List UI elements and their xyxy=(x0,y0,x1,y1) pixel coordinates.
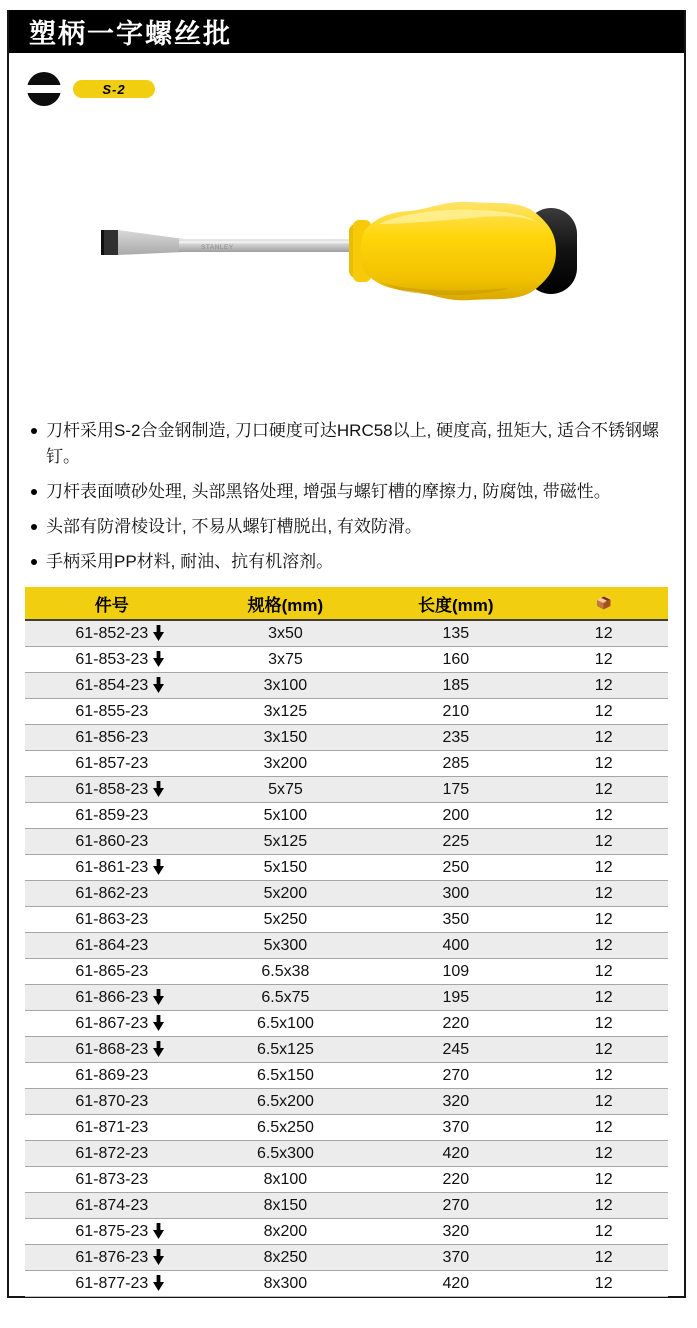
length-cell: 420 xyxy=(372,1271,539,1297)
part-cell xyxy=(25,725,199,751)
part-number: 61-870-23 xyxy=(75,1092,149,1110)
pack-qty-cell: 12 xyxy=(539,1245,668,1271)
part-number: 61-857-23 xyxy=(75,754,149,772)
part-number: 61-860-23 xyxy=(75,832,149,850)
down-arrow-icon xyxy=(153,1041,164,1057)
table-row xyxy=(25,907,668,933)
spec-cell: 5x75 xyxy=(199,777,373,803)
pack-qty-cell: 12 xyxy=(539,907,668,933)
part-number: 61-852-23 xyxy=(75,624,149,642)
spec-table xyxy=(25,587,668,1297)
part-number: 61-871-23 xyxy=(75,1118,149,1136)
spec-cell: 6.5x100 xyxy=(199,1011,373,1037)
table-row xyxy=(25,803,668,829)
spec-cell: 8x100 xyxy=(199,1167,373,1193)
length-cell: 220 xyxy=(372,1011,539,1037)
pack-qty-cell: 12 xyxy=(539,1037,668,1063)
down-arrow-icon xyxy=(153,1223,164,1239)
pack-qty-cell: 12 xyxy=(539,829,668,855)
spec-table-body xyxy=(25,620,668,1297)
pack-qty-cell: 12 xyxy=(539,1271,668,1297)
pack-qty-cell: 12 xyxy=(539,959,668,985)
pack-qty-cell: 12 xyxy=(539,777,668,803)
down-arrow-icon xyxy=(153,1249,164,1265)
length-cell: 160 xyxy=(372,647,539,673)
part-number: 61-874-23 xyxy=(75,1196,149,1214)
spec-cell: 5x100 xyxy=(199,803,373,829)
part-cell xyxy=(25,673,199,699)
slotted-drive-icon xyxy=(27,72,61,106)
col-header-spec: 规格(mm) xyxy=(199,587,373,620)
screwdriver-image xyxy=(79,190,601,312)
col-header-part: 件号 xyxy=(25,587,199,620)
down-arrow-icon xyxy=(153,781,164,797)
feature-text: 手柄采用PP材料, 耐油、抗有机溶剂。 xyxy=(46,552,334,571)
part-number: 61-861-23 xyxy=(75,858,149,876)
pack-qty-cell: 12 xyxy=(539,725,668,751)
down-arrow-icon xyxy=(153,1275,164,1291)
feature-text: 刀杆表面喷砂处理, 头部黑铬处理, 增强与螺钉槽的摩擦力, 防腐蚀, 带磁性。 xyxy=(46,482,611,501)
length-cell: 270 xyxy=(372,1193,539,1219)
part-cell xyxy=(25,803,199,829)
spec-cell: 5x250 xyxy=(199,907,373,933)
spec-cell: 6.5x75 xyxy=(199,985,373,1011)
spec-cell: 8x150 xyxy=(199,1193,373,1219)
part-cell xyxy=(25,647,199,673)
part-cell xyxy=(25,907,199,933)
length-cell: 245 xyxy=(372,1037,539,1063)
table-row xyxy=(25,829,668,855)
part-cell xyxy=(25,933,199,959)
spec-cell: 3x100 xyxy=(199,673,373,699)
part-cell xyxy=(25,881,199,907)
down-arrow-icon xyxy=(153,651,164,667)
part-cell xyxy=(25,1089,199,1115)
part-cell xyxy=(25,985,199,1011)
part-cell xyxy=(25,855,199,881)
spec-cell: 5x300 xyxy=(199,933,373,959)
table-row xyxy=(25,959,668,985)
table-header-row xyxy=(25,587,668,620)
table-row xyxy=(25,1193,668,1219)
spec-cell: 5x200 xyxy=(199,881,373,907)
table-row xyxy=(25,725,668,751)
part-number: 61-864-23 xyxy=(75,936,149,954)
col-header-length: 长度(mm) xyxy=(372,587,539,620)
part-number: 61-876-23 xyxy=(75,1248,149,1266)
pack-qty-cell: 12 xyxy=(539,881,668,907)
part-number: 61-858-23 xyxy=(75,780,149,798)
pack-qty-cell: 12 xyxy=(539,1193,668,1219)
part-cell xyxy=(25,1063,199,1089)
spec-cell: 8x200 xyxy=(199,1219,373,1245)
part-cell xyxy=(25,1167,199,1193)
part-cell xyxy=(25,1245,199,1271)
part-cell xyxy=(25,1141,199,1167)
spec-cell: 3x75 xyxy=(199,647,373,673)
pack-qty-cell: 12 xyxy=(539,699,668,725)
slot-mark xyxy=(26,85,62,93)
table-row xyxy=(25,933,668,959)
table-row xyxy=(25,1271,668,1297)
length-cell: 285 xyxy=(372,751,539,777)
length-cell: 195 xyxy=(372,985,539,1011)
col-header-pack xyxy=(539,587,668,620)
length-cell: 350 xyxy=(372,907,539,933)
page-title: 塑柄一字螺丝批 xyxy=(29,19,232,49)
pack-qty-cell: 12 xyxy=(539,1011,668,1037)
table-row xyxy=(25,1245,668,1271)
spec-cell: 3x125 xyxy=(199,699,373,725)
table-row xyxy=(25,673,668,699)
feature-item xyxy=(29,418,668,470)
table-row xyxy=(25,881,668,907)
part-number: 61-868-23 xyxy=(75,1040,149,1058)
length-cell: 225 xyxy=(372,829,539,855)
length-cell: 235 xyxy=(372,725,539,751)
spec-cell: 6.5x125 xyxy=(199,1037,373,1063)
table-row xyxy=(25,620,668,647)
table-row xyxy=(25,1011,668,1037)
pack-qty-cell: 12 xyxy=(539,855,668,881)
pack-qty-cell: 12 xyxy=(539,1141,668,1167)
length-cell: 420 xyxy=(372,1141,539,1167)
pack-qty-cell: 12 xyxy=(539,673,668,699)
table-row xyxy=(25,1115,668,1141)
table-row xyxy=(25,1167,668,1193)
part-number: 61-862-23 xyxy=(75,884,149,902)
pack-qty-cell: 12 xyxy=(539,803,668,829)
table-row xyxy=(25,751,668,777)
length-cell: 250 xyxy=(372,855,539,881)
length-cell: 109 xyxy=(372,959,539,985)
spec-table-wrap xyxy=(25,587,668,1297)
down-arrow-icon xyxy=(153,989,164,1005)
length-cell: 370 xyxy=(372,1115,539,1141)
spec-cell: 3x150 xyxy=(199,725,373,751)
pack-qty-cell: 12 xyxy=(539,1089,668,1115)
part-number: 61-866-23 xyxy=(75,988,149,1006)
part-cell xyxy=(25,751,199,777)
catalog-page-frame xyxy=(7,10,686,1298)
part-number: 61-865-23 xyxy=(75,962,149,980)
spec-cell: 6.5x150 xyxy=(199,1063,373,1089)
part-number: 61-867-23 xyxy=(75,1014,149,1032)
spec-cell: 5x150 xyxy=(199,855,373,881)
table-row xyxy=(25,855,668,881)
length-cell: 185 xyxy=(372,673,539,699)
down-arrow-icon xyxy=(153,1015,164,1031)
part-number: 61-873-23 xyxy=(75,1170,149,1188)
table-row xyxy=(25,1141,668,1167)
part-number: 61-875-23 xyxy=(75,1222,149,1240)
length-cell: 270 xyxy=(372,1063,539,1089)
part-number: 61-859-23 xyxy=(75,806,149,824)
length-cell: 220 xyxy=(372,1167,539,1193)
length-cell: 370 xyxy=(372,1245,539,1271)
spec-cell: 8x250 xyxy=(199,1245,373,1271)
page-title-bar xyxy=(9,10,684,53)
down-arrow-icon xyxy=(153,859,164,875)
pack-qty-cell: 12 xyxy=(539,1167,668,1193)
part-cell xyxy=(25,1011,199,1037)
table-row xyxy=(25,1219,668,1245)
pack-qty-cell: 12 xyxy=(539,751,668,777)
part-cell xyxy=(25,1219,199,1245)
length-cell: 300 xyxy=(372,881,539,907)
pack-qty-cell: 12 xyxy=(539,1115,668,1141)
length-cell: 400 xyxy=(372,933,539,959)
feature-item xyxy=(29,549,668,575)
spec-cell: 3x50 xyxy=(199,620,373,647)
part-cell xyxy=(25,1037,199,1063)
length-cell: 200 xyxy=(372,803,539,829)
part-number: 61-872-23 xyxy=(75,1144,149,1162)
table-row xyxy=(25,1089,668,1115)
part-number: 61-855-23 xyxy=(75,702,149,720)
down-arrow-icon xyxy=(153,625,164,641)
spec-cell: 6.5x300 xyxy=(199,1141,373,1167)
pack-qty-cell: 12 xyxy=(539,1063,668,1089)
length-cell: 135 xyxy=(372,620,539,647)
badge-row xyxy=(27,72,155,106)
part-cell xyxy=(25,620,199,647)
pack-qty-cell: 12 xyxy=(539,620,668,647)
carton-box-icon xyxy=(593,595,614,611)
part-cell xyxy=(25,699,199,725)
length-cell: 320 xyxy=(372,1089,539,1115)
table-row xyxy=(25,1063,668,1089)
length-cell: 175 xyxy=(372,777,539,803)
spec-cell: 6.5x38 xyxy=(199,959,373,985)
part-number: 61-853-23 xyxy=(75,650,149,668)
part-number: 61-856-23 xyxy=(75,728,149,746)
part-cell xyxy=(25,777,199,803)
part-cell xyxy=(25,829,199,855)
length-cell: 320 xyxy=(372,1219,539,1245)
down-arrow-icon xyxy=(153,677,164,693)
feature-text: 头部有防滑棱设计, 不易从螺钉槽脱出, 有效防滑。 xyxy=(46,517,422,536)
part-cell xyxy=(25,1193,199,1219)
spec-cell: 5x125 xyxy=(199,829,373,855)
part-cell xyxy=(25,959,199,985)
product-image xyxy=(79,190,601,312)
spec-cell: 8x300 xyxy=(199,1271,373,1297)
part-number: 61-863-23 xyxy=(75,910,149,928)
part-number: 61-869-23 xyxy=(75,1066,149,1084)
table-row xyxy=(25,647,668,673)
shaft-brand-text: STANLEY xyxy=(201,244,234,251)
part-cell xyxy=(25,1115,199,1141)
feature-item xyxy=(29,514,668,540)
spec-cell: 6.5x200 xyxy=(199,1089,373,1115)
feature-text: 刀杆采用S-2合金钢制造, 刀口硬度可达HRC58以上, 硬度高, 扭矩大, 适合不锈钢螺钉。 xyxy=(46,421,659,466)
table-row xyxy=(25,1037,668,1063)
spec-cell: 6.5x250 xyxy=(199,1115,373,1141)
pack-qty-cell: 12 xyxy=(539,985,668,1011)
length-cell: 210 xyxy=(372,699,539,725)
part-number: 61-877-23 xyxy=(75,1274,149,1292)
feature-list xyxy=(29,418,668,584)
pack-qty-cell: 12 xyxy=(539,647,668,673)
pack-qty-cell: 12 xyxy=(539,933,668,959)
part-cell xyxy=(25,1271,199,1297)
part-number: 61-854-23 xyxy=(75,676,149,694)
table-row xyxy=(25,777,668,803)
pack-qty-cell: 12 xyxy=(539,1219,668,1245)
table-row xyxy=(25,985,668,1011)
steel-grade-badge: S-2 xyxy=(73,80,155,98)
feature-item xyxy=(29,479,668,505)
table-row xyxy=(25,699,668,725)
spec-cell: 3x200 xyxy=(199,751,373,777)
